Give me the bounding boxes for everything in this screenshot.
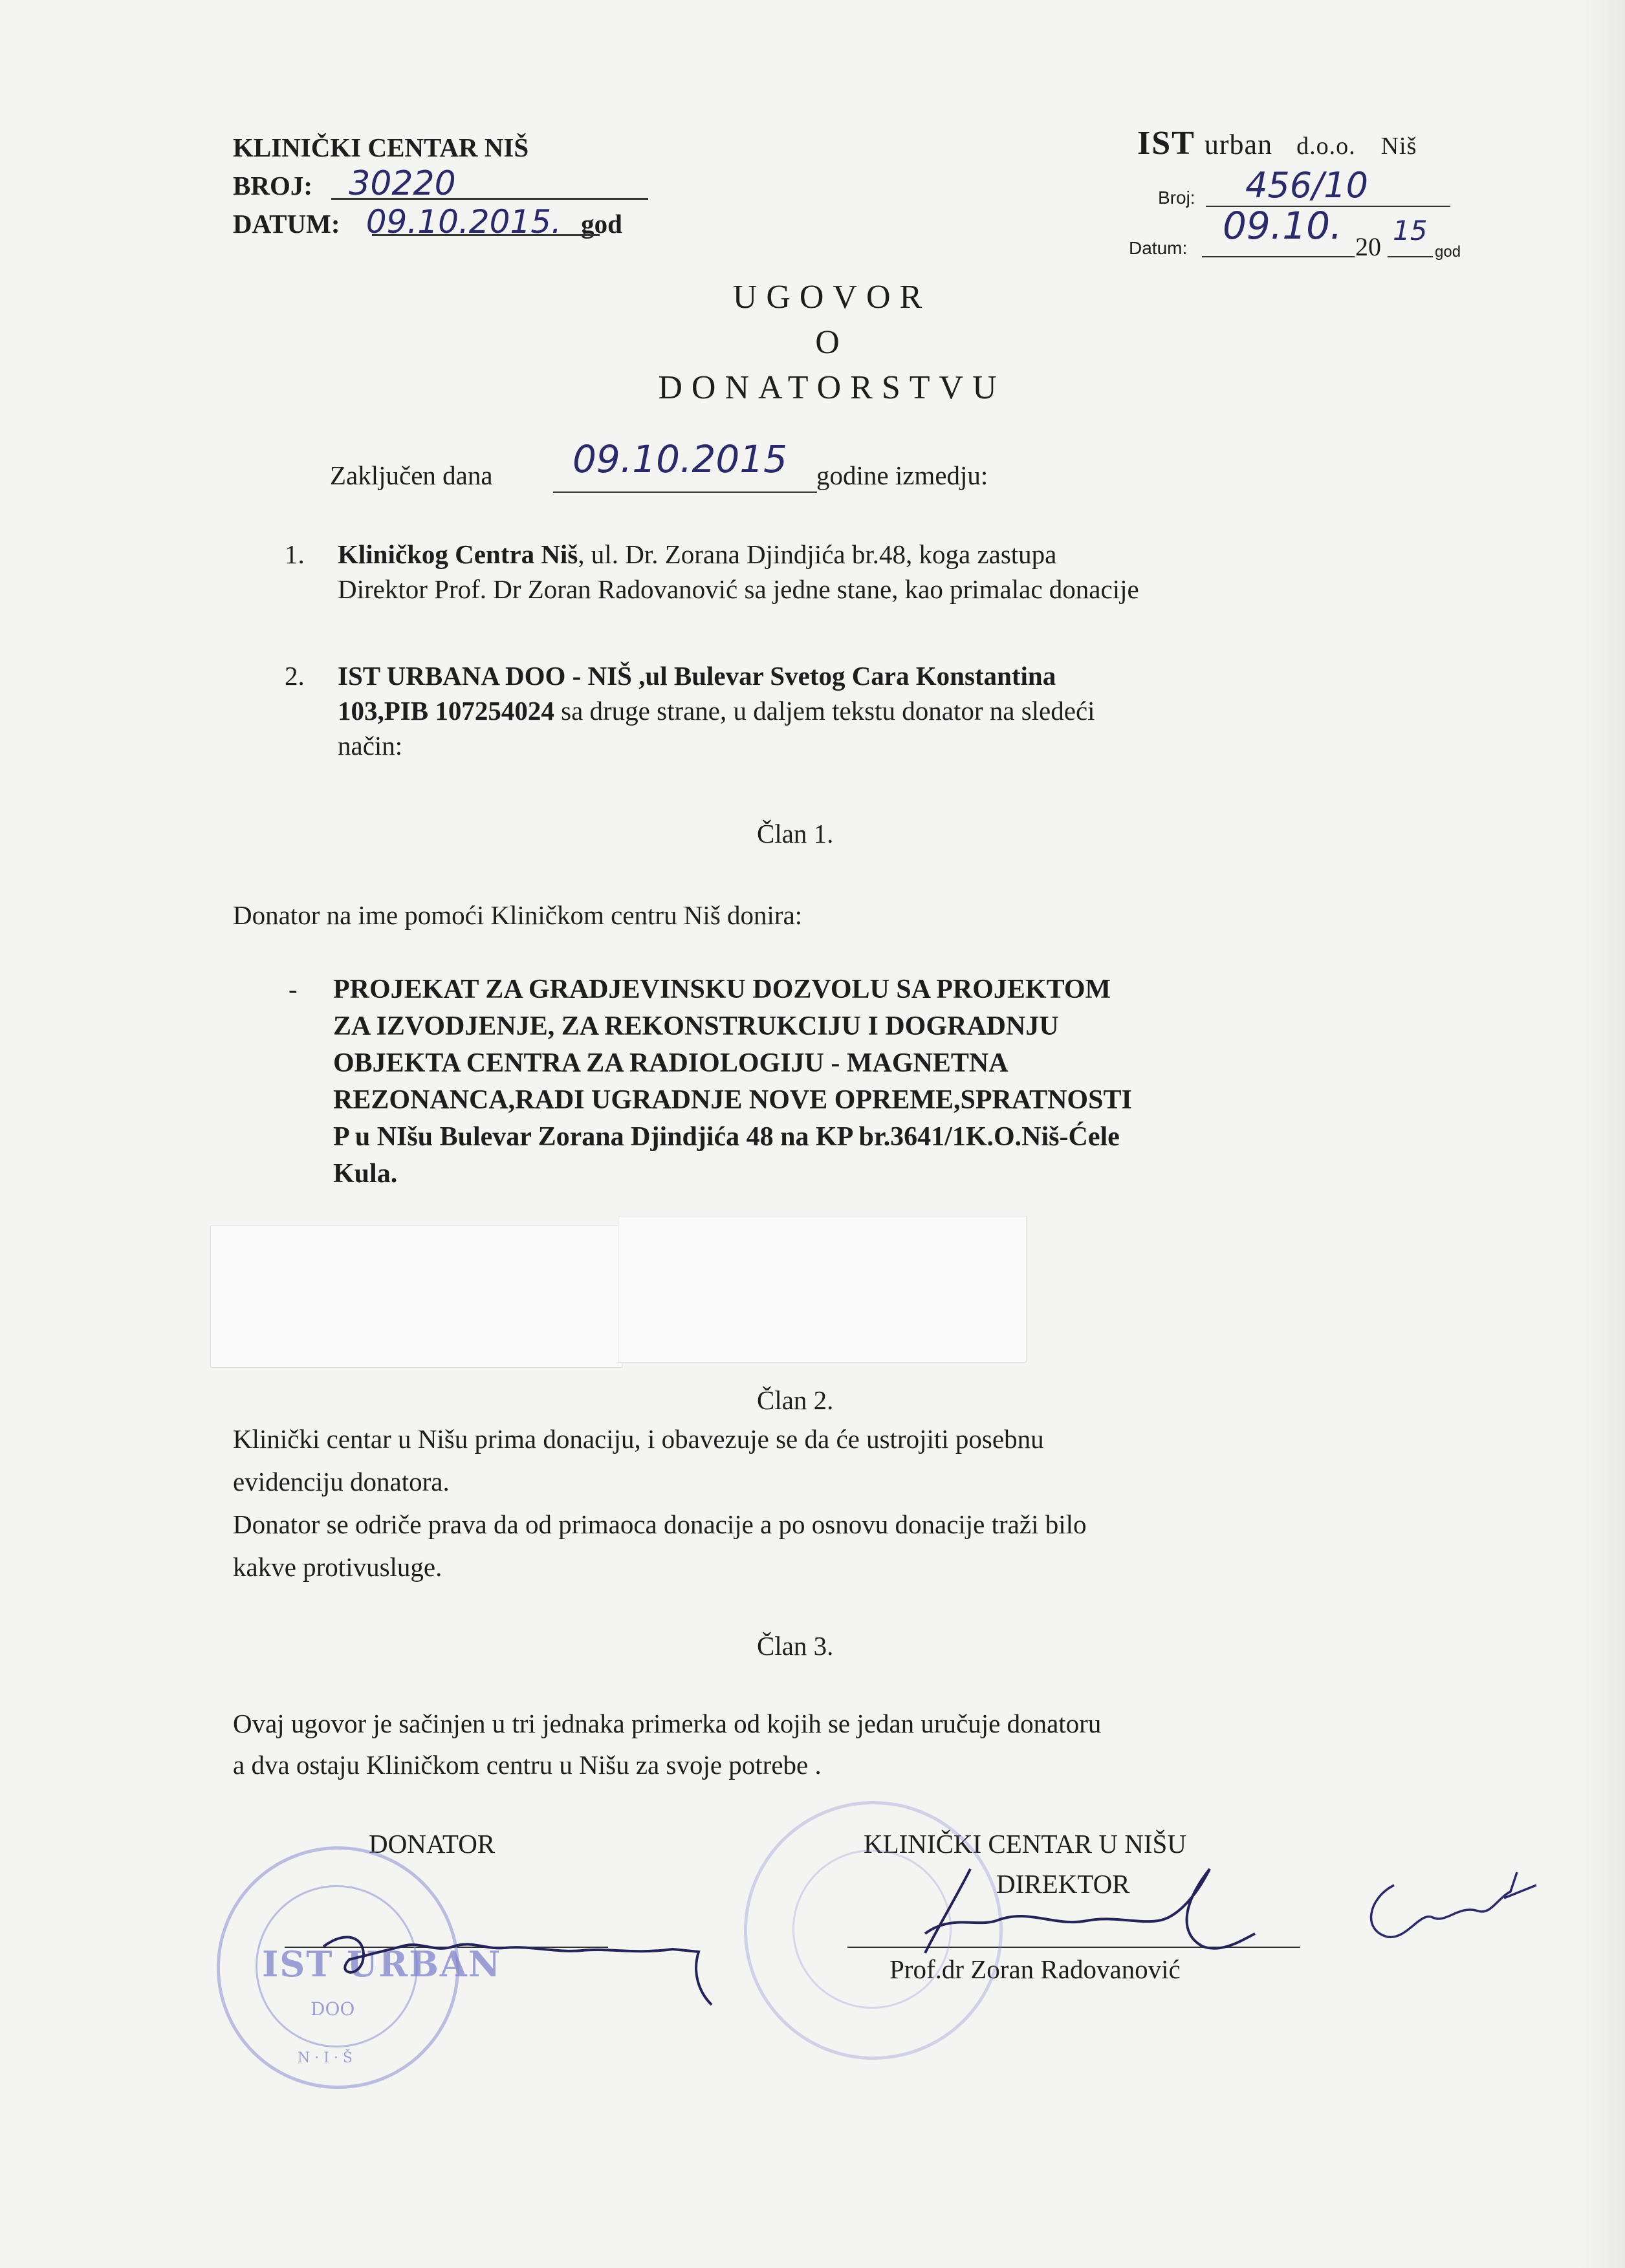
clan2-line: kakve protivusluge. <box>233 1552 442 1582</box>
intro-prefix: Zaključen dana <box>330 460 493 490</box>
party1-number: 1. <box>285 539 305 569</box>
title-line-2: O <box>815 324 849 361</box>
company-datum-underline <box>1202 256 1355 257</box>
datum-row <box>233 204 622 242</box>
party1-line1 <box>338 537 1056 572</box>
clan1-item <box>333 971 1132 1193</box>
donor-stamp-center: IST URBAN <box>262 1943 502 1985</box>
party1-line1-rest: , ul. Dr. Zorana Djindjića br.48, koga zastupa <box>578 539 1057 569</box>
donor-signature <box>311 1901 725 2011</box>
clan1-item-line: Kula. <box>333 1159 398 1189</box>
party1-name: Kliničkog Centra Niš <box>338 539 578 569</box>
company-broj-label: Broj: <box>1158 188 1195 208</box>
party2-line2-rest: sa druge strane, u daljem tekstu donator na sledeći <box>554 696 1095 726</box>
party1-line2: Direktor Prof. Dr Zoran Radovanović sa jedne stane, kao primalac donacije <box>338 574 1139 604</box>
clan1-item-line: PROJEKAT ZA GRADJEVINSKU DOZVOLU SA PROJEKTOM <box>333 975 1111 1004</box>
company-doo: d.o.o. <box>1296 133 1356 160</box>
datum-underline <box>372 234 600 236</box>
company-datum-value: 09.10. <box>1223 204 1342 248</box>
broj-value: 30220 <box>349 164 456 203</box>
clan2-line: evidenciju donatora. <box>233 1467 450 1496</box>
clan1-bullet: - <box>289 974 298 1004</box>
redaction-patch-right <box>618 1216 1027 1363</box>
company-urban: urban <box>1204 129 1273 160</box>
god-label: god <box>581 209 622 239</box>
director-name: Prof.dr Zoran Radovanović <box>889 1954 1181 1984</box>
clan1-item-line: OBJEKTA CENTRA ZA RADIOLOGIJU - MAGNETNA <box>333 1048 1009 1078</box>
party2-number: 2. <box>285 661 305 691</box>
intro-date-underline <box>553 491 817 493</box>
clan1-item-line: P u NIšu Bulevar Zorana Djindjića 48 na KP br.3641/1K.O.Niš-Ćele <box>333 1122 1120 1152</box>
party2-line1: IST URBANA DOO - NIŠ ,ul Bulevar Svetog Cara Konstantina <box>338 661 1056 691</box>
clan1-item-line: REZONANCA,RADI UGRADNJE NOVE OPREME,SPRATNOSTI <box>333 1085 1132 1115</box>
redaction-patch-left <box>210 1226 622 1368</box>
clan3-heading: Član 3. <box>757 1631 834 1661</box>
datum-value: 09.10.2015. <box>365 203 562 241</box>
clan2-heading: Član 2. <box>757 1385 834 1415</box>
clan2-line: Donator se odriče prava da od primaoca donacije a po osnovu donacije traži bilo <box>233 1509 1087 1539</box>
broj-label: BROJ: <box>233 171 312 200</box>
clan1-text: Donator na ime pomoći Kliničkom centru Niš donira: <box>233 900 803 930</box>
initials-signature <box>1349 1866 1543 1956</box>
company-year-prefix: 20 <box>1355 232 1381 261</box>
title-line-3: DONATORSTVU <box>658 369 1006 406</box>
company-year-suffix: 15 <box>1393 215 1428 246</box>
broj-underline <box>331 198 648 200</box>
company-year-underline <box>1388 256 1433 257</box>
clan1-item-line: ZA IZVODJENJE, ZA REKONSTRUKCIJU I DOGRADNJU <box>333 1011 1059 1041</box>
kc-label: KLINIČKI CENTAR U NIŠU <box>864 1829 1186 1859</box>
company-datum-label: Datum: <box>1129 238 1188 258</box>
company-city: Niš <box>1380 133 1417 160</box>
intro-date: 09.10.2015 <box>573 437 788 481</box>
company-ist: IST <box>1137 125 1195 162</box>
company-header <box>1137 124 1417 162</box>
company-broj-value: 456/10 <box>1245 165 1368 206</box>
clan3-line: Ovaj ugovor je sačinjen u tri jednaka primerka od kojih se jedan uručuje donatoru <box>233 1709 1102 1738</box>
donor-stamp-bottom: DOO <box>311 1998 355 2020</box>
clan3-line: a dva ostaju Kliničkom centru u Nišu za svoje potrebe . <box>233 1750 822 1780</box>
clan2-line: Klinički centar u Nišu prima donaciju, i obavezuje se da će ustrojiti posebnu <box>233 1424 1044 1454</box>
title-line-1: UGOVOR <box>732 279 932 316</box>
party2-line2 <box>338 693 1095 728</box>
company-god-label: god <box>1435 243 1461 261</box>
party2-line3: način: <box>338 731 403 761</box>
institution-name: KLINIČKI CENTAR NIŠ <box>233 133 529 162</box>
header-left <box>233 129 622 242</box>
donor-label: DONATOR <box>369 1829 496 1859</box>
party2-pib: 103,PIB 107254024 <box>338 696 554 726</box>
intro-suffix: godine izmedju: <box>816 460 988 490</box>
donor-stamp-ring-text: N · I · Š <box>298 2050 353 2066</box>
clan1-heading: Član 1. <box>757 819 834 848</box>
director-label: DIREKTOR <box>996 1869 1130 1899</box>
datum-label: DATUM: <box>233 209 340 239</box>
director-signature <box>899 1856 1261 1966</box>
